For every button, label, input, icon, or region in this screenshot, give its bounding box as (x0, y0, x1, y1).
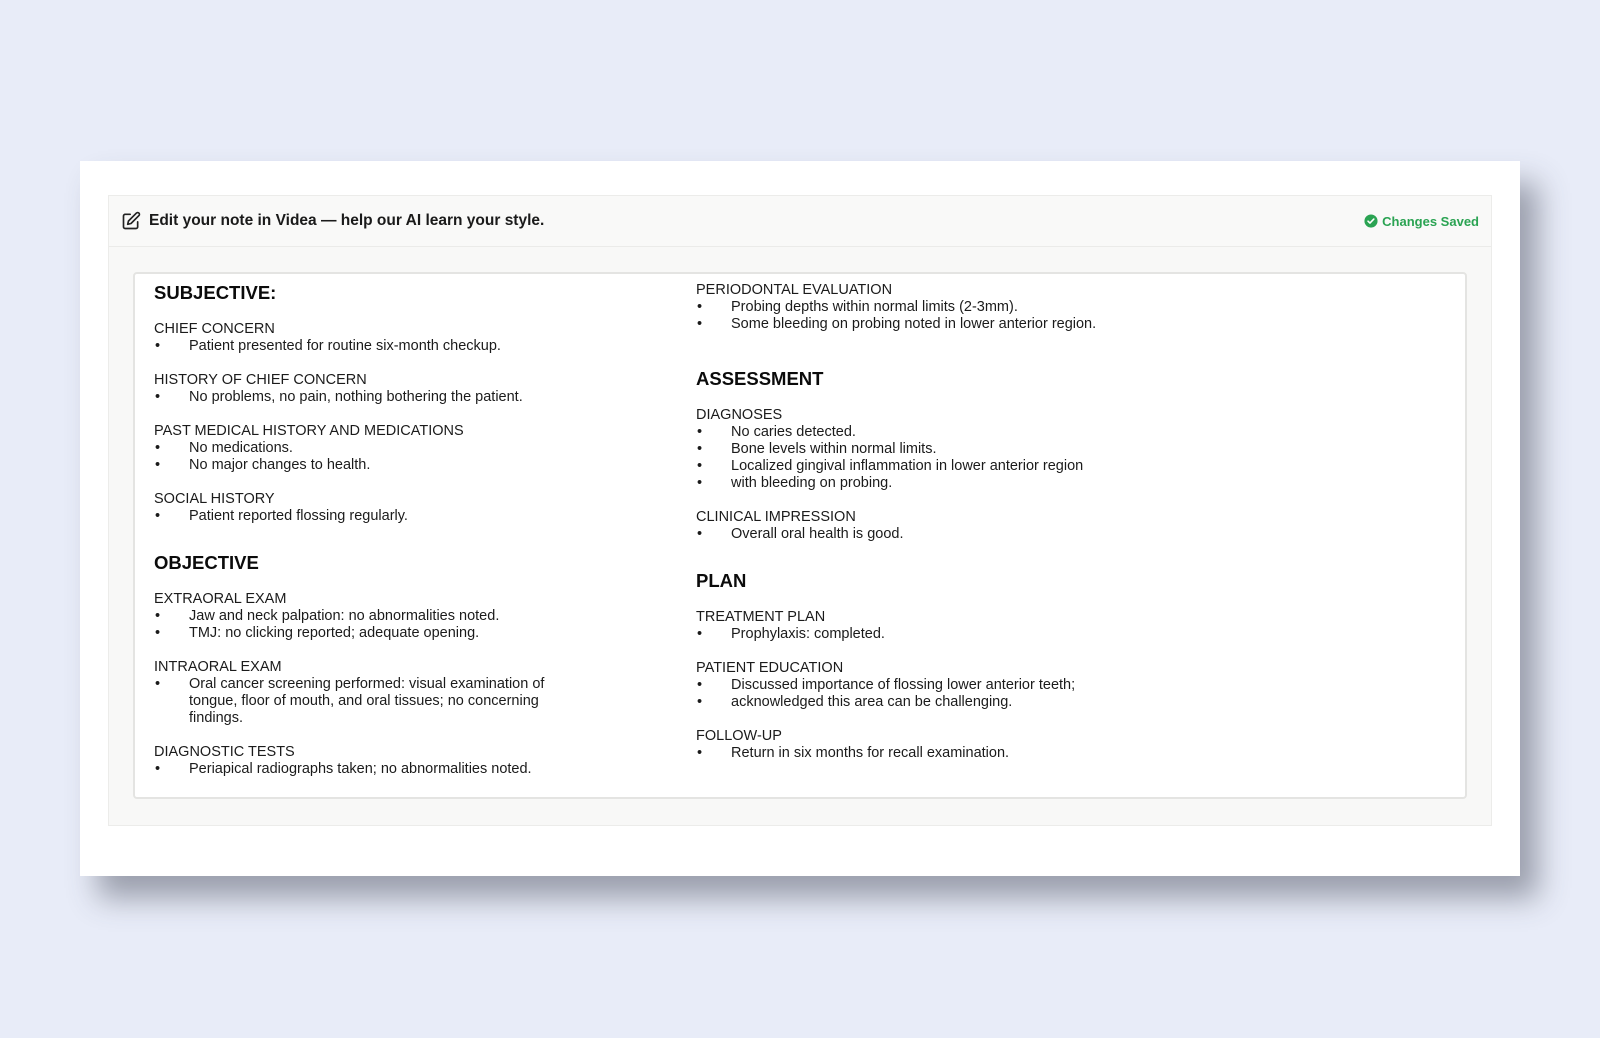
block-follow-up (696, 728, 1216, 762)
list-item: • TMJ: no clicking reported; adequate opening. (154, 625, 594, 642)
note-right-column (696, 282, 1216, 762)
list-item: • Localized gingival inflammation in lower anterior region (696, 458, 1216, 475)
block-title: PAST MEDICAL HISTORY AND MEDICATIONS (154, 423, 464, 439)
section-title-subjective: SUBJECTIVE: (154, 282, 277, 303)
panel-header (109, 196, 1491, 247)
block-history (154, 372, 594, 406)
note-left-column (154, 282, 594, 778)
save-status-label: Changes Saved (1382, 213, 1479, 229)
panel-title: Edit your note in Videa — help our AI learn your style. (149, 212, 545, 229)
list-item: • Patient reported flossing regularly. (154, 508, 594, 525)
block-intraoral-exam (154, 659, 594, 727)
block-title: TREATMENT PLAN (696, 609, 826, 625)
block-extraoral-exam (154, 591, 594, 642)
list-item: • Overall oral health is good. (696, 526, 1216, 543)
block-periodontal-evaluation (696, 282, 1216, 333)
block-title: PATIENT EDUCATION (696, 660, 844, 676)
check-circle-icon (1364, 214, 1378, 228)
block-patient-education (696, 660, 1216, 711)
block-social-history (154, 491, 594, 525)
list-item: • Jaw and neck palpation: no abnormalities noted. (154, 608, 594, 625)
block-title: PERIODONTAL EVALUATION (696, 282, 893, 298)
block-title: DIAGNOSTIC TESTS (154, 744, 295, 760)
list-item: • No problems, no pain, nothing bothering the patient. (154, 389, 594, 406)
section-title-assessment: ASSESSMENT (696, 368, 824, 389)
list-item: • Bone levels within normal limits. (696, 441, 1216, 458)
block-medical-history (154, 423, 594, 474)
block-treatment-plan (696, 609, 1216, 643)
list-item: • No caries detected. (696, 424, 1216, 441)
list-item: • Prophylaxis: completed. (696, 626, 1216, 643)
list-item: • acknowledged this area can be challenging. (696, 694, 1216, 711)
section-title-objective: OBJECTIVE (154, 552, 259, 573)
block-chief-concern (154, 321, 594, 355)
block-clinical-impression (696, 509, 1216, 543)
list-item: • No medications. (154, 440, 594, 457)
note-editor[interactable] (133, 272, 1467, 799)
list-item: • Discussed importance of flossing lower anterior teeth; (696, 677, 1216, 694)
block-title: EXTRAORAL EXAM (154, 591, 287, 607)
block-title: DIAGNOSES (696, 407, 783, 423)
block-title: CLINICAL IMPRESSION (696, 509, 856, 525)
edit-icon (121, 211, 141, 231)
block-title: FOLLOW-UP (696, 728, 782, 744)
list-item: • Some bleeding on probing noted in lower anterior region. (696, 316, 1216, 333)
section-title-plan: PLAN (696, 570, 747, 591)
block-title: SOCIAL HISTORY (154, 491, 275, 507)
list-item: • with bleeding on probing. (696, 475, 1216, 492)
block-diagnoses (696, 407, 1216, 492)
list-item: • Return in six months for recall examination. (696, 745, 1216, 762)
save-status (1364, 214, 1479, 229)
block-title: HISTORY OF CHIEF CONCERN (154, 372, 367, 388)
app-window (80, 161, 1520, 876)
block-diagnostic-tests (154, 744, 594, 778)
list-item: • Probing depths within normal limits (2-3mm). (696, 299, 1216, 316)
list-item: • No major changes to health. (154, 457, 594, 474)
list-item: • Periapical radiographs taken; no abnormalities noted. (154, 761, 594, 778)
list-item: • Patient presented for routine six-month checkup. (154, 338, 594, 355)
block-title: CHIEF CONCERN (154, 321, 275, 337)
note-editor-panel (108, 195, 1492, 826)
block-title: INTRAORAL EXAM (154, 659, 282, 675)
list-item: • Oral cancer screening performed: visual examination of tongue, floor of mouth, and oral tissues; no concerning findings. (154, 676, 594, 727)
